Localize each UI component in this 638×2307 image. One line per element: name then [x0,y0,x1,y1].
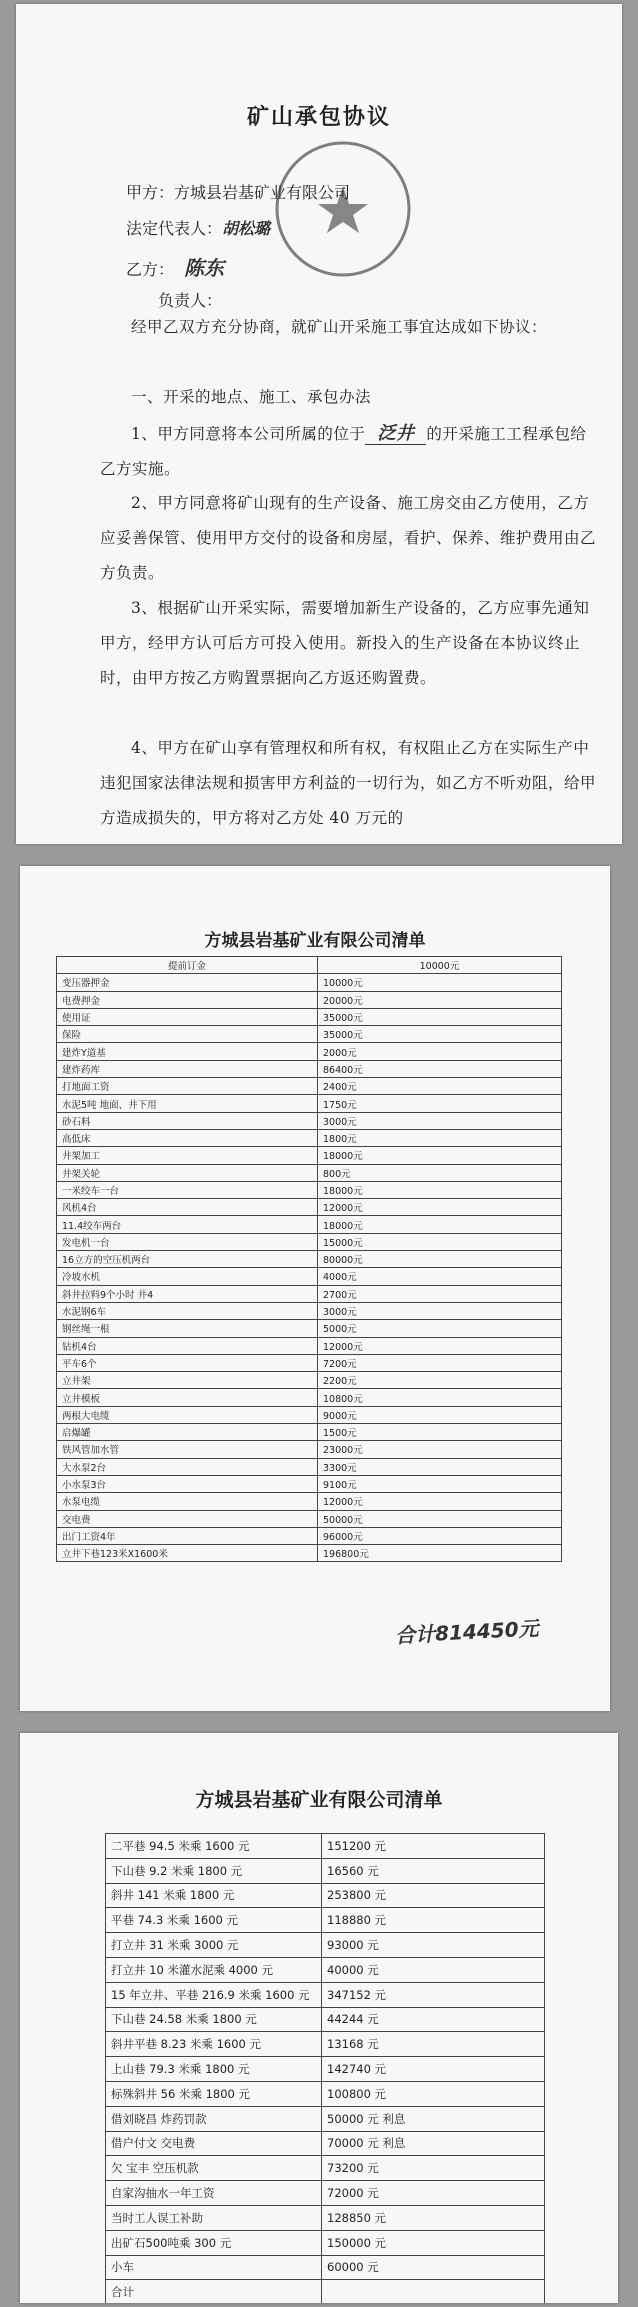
amount-cell: 142740 元 [322,2057,545,2082]
table-row [57,1510,562,1527]
item-cell: 风机4台 [57,1199,318,1216]
item-cell: 标殊斜井 56 米乘 1800 元 [106,2081,322,2106]
item-cell: 二平巷 94.5 米乘 1600 元 [106,1834,322,1859]
list-2-title: 方城县岩基矿业有限公司清单 [195,1789,443,1811]
amount-cell [322,2280,545,2303]
amount-cell: 151200 元 [322,1834,545,1859]
table-row [106,2032,545,2057]
table-row [57,1233,562,1250]
company-seal [268,134,418,284]
item-cell: 自家沟抽水一年工资 [106,2181,322,2206]
table-row [106,2081,545,2106]
amount-cell: 72000 元 [322,2181,545,2206]
legal-rep-label: 法定代表人： [126,219,223,238]
party-b-label: 乙方： [126,260,175,279]
amount-cell: 3000元 [318,1112,562,1129]
table-row [57,1527,562,1544]
amount-cell: 1750元 [318,1095,562,1112]
table-row [57,1095,562,1112]
amount-cell: 100800 元 [322,2081,545,2106]
table-row [57,1026,562,1043]
amount-cell: 2700元 [318,1285,562,1302]
amount-cell: 2400元 [318,1078,562,1095]
item-cell: 水泵电缆 [57,1493,318,1510]
table-row [106,1858,545,1883]
table-row [57,991,562,1008]
item-cell: 借刘晓昌 炸药罚款 [106,2106,322,2131]
table-header-row [57,957,562,974]
table-row [57,1302,562,1319]
table-row [57,1112,562,1129]
item-cell: 打立井 10 米灌水泥乘 4000 元 [106,1957,322,1982]
amount-cell: 35000元 [318,1026,562,1043]
agreement-page [16,4,622,844]
table-row [57,1475,562,1492]
amount-cell: 150000 元 [322,2230,545,2255]
clause-3: 3、根据矿山开采实际，需要增加新生产设备的，乙方应事先通知甲方，经甲方认可后方可投入使用。新投入的生产设备在本协议终止时，由甲方按乙方购置票据向乙方返还购置费。 [100,599,590,687]
table-row [57,1424,562,1441]
amount-cell: 12000元 [318,1199,562,1216]
amount-cell: 12000元 [318,1493,562,1510]
table-row [106,2230,545,2255]
amount-cell: 5000元 [318,1320,562,1337]
table-row [57,1268,562,1285]
amount-cell: 44244 元 [322,2007,545,2032]
clause-1-pre: 1、甲方同意将本公司所属的位于 [131,425,366,443]
item-cell: 立井下巷123米X1600米 [57,1545,318,1562]
table-row [106,2156,545,2181]
table-row [106,1883,545,1908]
table-row [106,2007,545,2032]
amount-cell: 10800元 [318,1389,562,1406]
table-row [106,1982,545,2007]
table-row [106,2181,545,2206]
item-cell: 两根大电缆 [57,1406,318,1423]
table-row [57,1164,562,1181]
item-cell: 井架加工 [57,1147,318,1164]
amount-cell: 4000元 [318,1268,562,1285]
table-row [57,1043,562,1060]
amount-cell: 50000 元 利息 [322,2106,545,2131]
amount-cell: 18000元 [318,1216,562,1233]
amount-cell: 7200元 [318,1354,562,1371]
amount-cell: 1500元 [318,1424,562,1441]
amount-cell: 10000元 [318,974,562,991]
amount-cell: 18000元 [318,1181,562,1198]
item-cell: 大水泵2台 [57,1458,318,1475]
item-cell: 合计 [106,2280,322,2303]
item-cell: 铁风管加水管 [57,1441,318,1458]
item-cell: 建炸Y道基 [57,1043,318,1060]
amount-cell: 3000元 [318,1302,562,1319]
amount-cell: 800元 [318,1164,562,1181]
item-cell: 水泥5吨 地面、井下用 [57,1095,318,1112]
clause-4: 4、甲方在矿山享有管理权和所有权，有权阻止乙方在实际生产中违犯国家法律法规和损害甲方利益的一切行为，如乙方不听劝阻，给甲方造成损失的，甲方将对乙方处 40 万元的 [100,739,597,827]
item-cell: 保险 [57,1026,318,1043]
amount-cell: 73200 元 [322,2156,545,2181]
handwritten-total: 合计814450元 [394,1616,540,1648]
amount-cell: 20000元 [318,991,562,1008]
table-row [106,1933,545,1958]
party-b-signature: 陈东 [184,256,225,280]
item-cell: 11.4绞车两台 [57,1216,318,1233]
item-cell: 冷坡水机 [57,1268,318,1285]
expense-table-2 [105,1833,545,2303]
table-row [57,1406,562,1423]
amount-cell: 50000元 [318,1510,562,1527]
table-row [106,1834,545,1859]
expense-table-1 [56,956,562,1562]
clause-1 [100,416,600,487]
item-cell: 上山巷 79.3 米乘 1800 元 [106,2057,322,2082]
table-row [57,1337,562,1354]
item-cell: 钢丝绳一根 [57,1320,318,1337]
table-row [57,1389,562,1406]
table-row [106,2205,545,2230]
amount-cell: 86400元 [318,1060,562,1077]
item-cell: 建炸药库 [57,1060,318,1077]
table-row [57,1458,562,1475]
table-row [106,1908,545,1933]
table-row [57,1354,562,1371]
amount-cell: 35000元 [318,1008,562,1025]
item-cell: 交电费 [57,1510,318,1527]
table-row [106,2255,545,2280]
item-cell: 出门工资4年 [57,1527,318,1544]
item-cell: 16立方的空压机两台 [57,1251,318,1268]
table-row [106,2280,545,2303]
clause-1-location: 泛井 [365,423,426,445]
table-row [57,1372,562,1389]
table-row [57,1441,562,1458]
item-cell: 小水泵3台 [57,1475,318,1492]
table-row [57,1060,562,1077]
item-cell: 钻机4台 [57,1337,318,1354]
table-row [57,1216,562,1233]
amount-cell: 18000元 [318,1147,562,1164]
header-item: 提前订金 [57,957,318,974]
amount-cell: 2000元 [318,1043,562,1060]
item-cell: 打地面工资 [57,1078,318,1095]
table-row [106,2106,545,2131]
amount-cell: 60000 元 [322,2255,545,2280]
intro-paragraph: 经甲乙双方充分协商，就矿山开采施工事宜达成如下协议： [131,318,548,336]
table-row [57,1285,562,1302]
table-row [57,1545,562,1562]
item-cell: 下山巷 9.2 米乘 1800 元 [106,1858,322,1883]
item-cell: 启爆罐 [57,1424,318,1441]
item-cell: 立井模板 [57,1389,318,1406]
item-cell: 下山巷 24.58 米乘 1800 元 [106,2007,322,2032]
table-row [57,1493,562,1510]
amount-cell: 96000元 [318,1527,562,1544]
item-cell: 砂石料 [57,1112,318,1129]
item-cell: 平车6个 [57,1354,318,1371]
clause-2: 2、甲方同意将矿山现有的生产设备、施工房交由乙方使用，乙方应妥善保管、使用甲方交付的设备和房屋，看护、保养、维护费用由乙方负责。 [100,494,597,582]
legal-rep-signature: 胡松璐 [222,219,271,238]
item-cell: 斜井 141 米乘 1800 元 [106,1883,322,1908]
item-cell: 使用证 [57,1008,318,1025]
table-row [57,1181,562,1198]
table-row [57,1078,562,1095]
item-cell: 平巷 74.3 米乘 1600 元 [106,1908,322,1933]
table-row [57,1251,562,1268]
amount-cell: 118880 元 [322,1908,545,1933]
amount-cell: 40000 元 [322,1957,545,1982]
responsible-person: 负责人： [158,291,223,310]
table-row [57,1199,562,1216]
table-row [106,1957,545,1982]
item-cell: 电费押金 [57,991,318,1008]
table-row [57,1147,562,1164]
list-1-title: 方城县岩基矿业有限公司清单 [204,931,426,951]
item-cell: 出矿石500吨乘 300 元 [106,2230,322,2255]
amount-cell: 3300元 [318,1458,562,1475]
table-row [106,2131,545,2156]
legal-representative [126,216,270,239]
item-cell: 发电机一台 [57,1233,318,1250]
party-b [126,252,224,281]
amount-cell: 2200元 [318,1372,562,1389]
item-cell: 15 年立井、平巷 216.9 米乘 1600 元 [106,1982,322,2007]
header-amount: 10000元 [318,957,562,974]
table-row [106,2057,545,2082]
amount-cell: 253800 元 [322,1883,545,1908]
item-cell: 一米绞车一台 [57,1181,318,1198]
table-row [57,1320,562,1337]
amount-cell: 16560 元 [322,1858,545,1883]
item-cell: 斜井平巷 8.23 米乘 1600 元 [106,2032,322,2057]
item-cell: 借户付文 交电费 [106,2131,322,2156]
amount-cell: 196800元 [318,1545,562,1562]
section-heading: 一、开采的地点、施工、承包办法 [131,388,372,406]
amount-cell: 1800元 [318,1129,562,1146]
item-cell: 井架关轮 [57,1164,318,1181]
agreement-title: 矿山承包协议 [246,104,391,130]
amount-cell: 80000元 [318,1251,562,1268]
amount-cell: 347152 元 [322,1982,545,2007]
list-page-1 [20,866,610,1711]
item-cell: 高低床 [57,1129,318,1146]
table-row [57,974,562,991]
amount-cell: 15000元 [318,1233,562,1250]
item-cell: 立井架 [57,1372,318,1389]
table-row [57,1129,562,1146]
amount-cell: 93000 元 [322,1933,545,1958]
party-a: 甲方：方城县岩基矿业有限公司 [126,183,351,202]
item-cell: 变压器押金 [57,974,318,991]
amount-cell: 13168 元 [322,2032,545,2057]
item-cell: 水泥钢6车 [57,1302,318,1319]
item-cell: 打立井 31 米乘 3000 元 [106,1933,322,1958]
amount-cell: 23000元 [318,1441,562,1458]
amount-cell: 128850 元 [322,2205,545,2230]
item-cell: 小车 [106,2255,322,2280]
item-cell: 欠 宝丰 空压机款 [106,2156,322,2181]
amount-cell: 9000元 [318,1406,562,1423]
item-cell: 当时工人误工补助 [106,2205,322,2230]
list-page-2 [20,1733,618,2303]
item-cell: 斜井拉料9个小时 井4 [57,1285,318,1302]
amount-cell: 9100元 [318,1475,562,1492]
table-row [57,1008,562,1025]
amount-cell: 12000元 [318,1337,562,1354]
clause-1-post: 的开采施工工程承包给乙方实施。 [100,425,587,478]
amount-cell: 70000 元 利息 [322,2131,545,2156]
